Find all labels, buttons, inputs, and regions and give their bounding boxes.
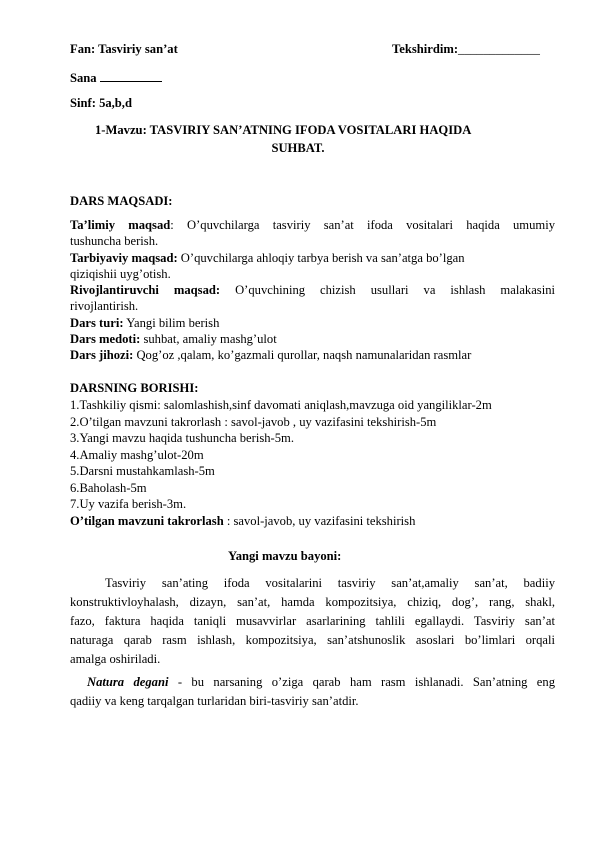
paragraph-line: konstruktivloyhalash, dizayn, san’at, hamda kompozitsiya, chiziq, dog’, rang, shakl, xyxy=(70,595,555,609)
natura-term: Natura degani xyxy=(87,675,169,689)
subject-label: Fan: xyxy=(70,42,96,56)
upbringing-goal-text: O’quvchilarga ahloqiy tarbya berish va san’atga bo’lgan xyxy=(177,251,465,265)
procedure-step: 1.Tashkiliy qismi: salomlashish,sinf davomati aniqlash,mavzuga oid yangiliklar-2m xyxy=(70,398,492,412)
procedure-step: 5.Darsni mustahkamlash-5m xyxy=(70,464,215,478)
natura-definition xyxy=(87,675,555,690)
class-label: Sinf: xyxy=(70,96,96,110)
review-label: O’tilgan mavzuni takrorlash xyxy=(70,514,224,528)
lesson-method xyxy=(70,332,277,347)
developing-goal-label: Rivojlantiruvchi maqsad: xyxy=(70,283,221,297)
developing-goal xyxy=(70,283,555,298)
developing-goal-text: O’quvchining chizish usullari va ishlash malakasini xyxy=(220,283,555,297)
educational-goal-label: Ta’limiy maqsad xyxy=(70,218,171,232)
date-label: Sana xyxy=(70,71,97,85)
checked-label: Tekshirdim: xyxy=(392,42,459,56)
procedure-heading: DARSNING BORISHI: xyxy=(70,381,199,395)
lesson-equipment xyxy=(70,348,471,363)
review-line xyxy=(70,514,415,529)
date-blank-line xyxy=(100,69,162,82)
topic-title-line2: SUHBAT. xyxy=(271,141,325,155)
new-topic-heading: Yangi mavzu bayoni: xyxy=(228,549,342,563)
procedure-step: 4.Amaliy mashg’ulot-20m xyxy=(70,448,204,462)
lesson-equipment-value: Qog’oz ,qalam, ko’gazmali qurollar, naqsh namunalaridan rasmlar xyxy=(133,348,472,362)
upbringing-goal-label: Tarbiyaviy maqsad: xyxy=(70,251,178,265)
developing-goal-cont: rivojlantirish. xyxy=(70,299,139,313)
procedure-step: 2.O’tilgan mavzuni takrorlash : savol-javob , uy vazifasini tekshirish-5m xyxy=(70,415,437,429)
lesson-method-label: Dars medoti: xyxy=(70,332,141,346)
lesson-type-value: Yangi bilim berish xyxy=(123,316,220,330)
goals-heading: DARS MAQSADI: xyxy=(70,194,173,208)
upbringing-goal xyxy=(70,251,465,266)
paragraph-line: amalga oshiriladi. xyxy=(70,652,161,666)
educational-goal-text: : O’quvchilarga tasviriy san’at ifoda vositalari haqida umumiy xyxy=(170,218,555,232)
date-field xyxy=(70,69,162,86)
procedure-step: 6.Baholash-5m xyxy=(70,481,147,495)
topic-title-line1: 1-Mavzu: TASVIRIY SAN’ATNING IFODA VOSITALARI HAQIDA xyxy=(95,123,472,137)
subject-line xyxy=(70,42,178,57)
lesson-type-label: Dars turi: xyxy=(70,316,124,330)
lesson-method-value: suhbat, amaliy mashg’ulot xyxy=(140,332,277,346)
subject-value: Tasviriy san’at xyxy=(98,42,178,56)
natura-definition-cont: qadiiy va keng tarqalgan turlaridan biri-tasviriy san’atdir. xyxy=(70,694,359,708)
paragraph-line: naturaga qarab rasm ishlash, kompozitsiya, san’atshunoslik asoslari bo’limlari orqali xyxy=(70,633,555,647)
lesson-equipment-label: Dars jihozi: xyxy=(70,348,134,362)
procedure-step: 3.Yangi mavzu haqida tushuncha berish-5m. xyxy=(70,431,294,445)
natura-text: - bu narsaning o’ziga qarab ham rasm ishlanadi. San’atning eng xyxy=(168,675,555,689)
review-value: : savol-javob, uy vazifasini tekshirish xyxy=(223,514,416,528)
educational-goal-cont: tushuncha berish. xyxy=(70,234,159,248)
checked-blank: _____________ xyxy=(458,42,540,56)
lesson-type xyxy=(70,316,219,331)
paragraph-line: fazo, faktura haqida taniqli musavvirlar asarlarining tahlili egallaydi. Tasviriy san’at xyxy=(70,614,555,628)
checked-field xyxy=(392,42,540,57)
upbringing-goal-cont: qiziqishii uyg’otish. xyxy=(70,267,171,281)
educational-goal xyxy=(70,218,555,233)
paragraph-line: Tasviriy san’ating ifoda vositalarini tasviriy san’at,amaliy san’at, badiiy xyxy=(105,576,555,590)
class-value: 5a,b,d xyxy=(99,96,132,110)
procedure-step: 7.Uy vazifa berish-3m. xyxy=(70,497,187,511)
class-line xyxy=(70,96,132,111)
